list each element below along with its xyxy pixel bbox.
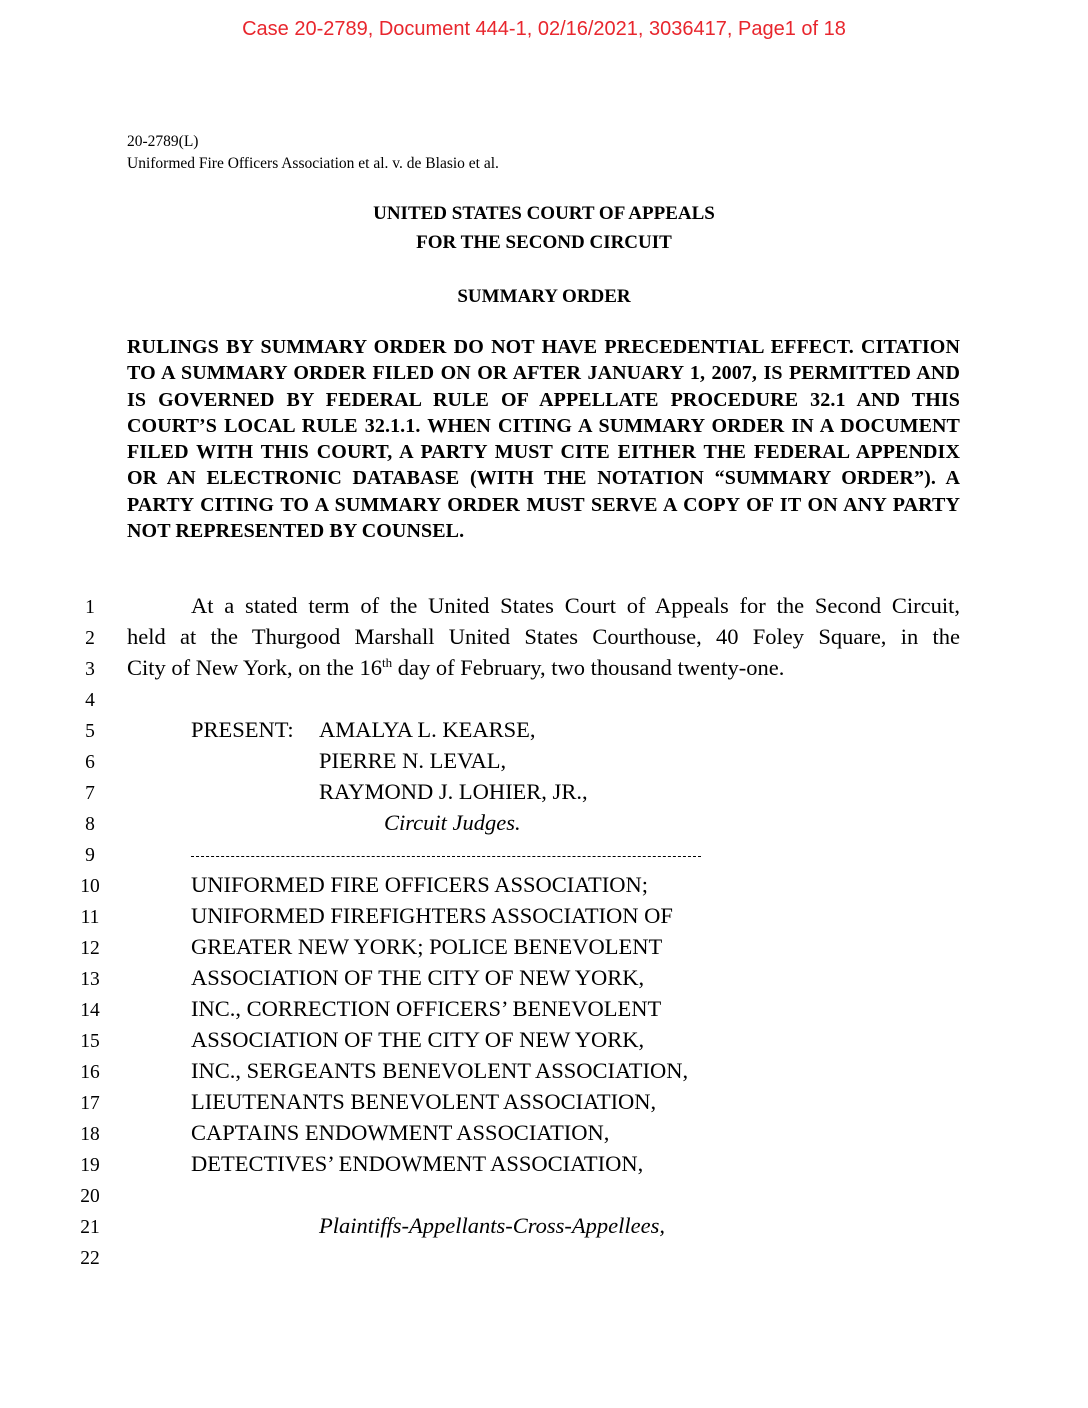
case-caption: Uniformed Fire Officers Association et al. v. de Blasio et al. — [127, 155, 499, 172]
line-number: 20 — [80, 1186, 100, 1207]
present-label: PRESENT: — [191, 717, 294, 742]
party-line: CAPTAINS ENDOWMENT ASSOCIATION, — [191, 1120, 610, 1145]
line-number: 17 — [80, 1093, 100, 1114]
line-number: 11 — [80, 907, 100, 928]
judges-title: Circuit Judges. — [384, 810, 521, 835]
line-number: 12 — [80, 938, 100, 959]
line-number: 7 — [85, 783, 95, 804]
party-line: INC., CORRECTION OFFICERS’ BENEVOLENT — [191, 996, 662, 1021]
line-number: 4 — [85, 690, 95, 711]
line-number: 13 — [80, 969, 100, 990]
party-line: DETECTIVES’ ENDOWMENT ASSOCIATION, — [191, 1151, 644, 1176]
line-number: 18 — [80, 1124, 100, 1145]
order-type-heading: SUMMARY ORDER — [457, 286, 631, 307]
intro-line-1: At a stated term of the United States Court of Appeals for the Second Circuit, — [191, 593, 960, 618]
party-line: GREATER NEW YORK; POLICE BENEVOLENT — [191, 934, 663, 959]
line-number: 10 — [80, 876, 100, 897]
line-number: 5 — [85, 721, 95, 742]
party-line: ASSOCIATION OF THE CITY OF NEW YORK, — [191, 1027, 645, 1052]
party-line: LIEUTENANTS BENEVOLENT ASSOCIATION, — [191, 1089, 657, 1114]
court-name: UNITED STATES COURT OF APPEALS — [373, 203, 715, 224]
line-number: 9 — [85, 845, 95, 866]
intro-line-3: City of New York, on the 16th day of February, two thousand twenty-one. — [127, 655, 785, 680]
line-number: 14 — [80, 1000, 100, 1021]
party-line: ASSOCIATION OF THE CITY OF NEW YORK, — [191, 965, 645, 990]
caption-divider — [191, 856, 701, 857]
line-number: 19 — [80, 1155, 100, 1176]
line-number: 22 — [80, 1248, 100, 1269]
judge-name: AMALYA L. KEARSE, — [319, 717, 536, 742]
party-line: UNIFORMED FIREFIGHTERS ASSOCIATION OF — [191, 903, 673, 928]
precedential-disclaimer: RULINGS BY SUMMARY ORDER DO NOT HAVE PRECEDENTIAL EFFECT. CITATION TO A SUMMARY ORDER FILED ON OR AFTER JANUARY 1, 2007, IS PERMITTED AND IS GOVERNED BY FEDERAL RULE OF APPELLATE PROCEDURE 32.1 AND THIS COURT’S LOCAL RULE 32.1.1. WHEN CITING A SUMMARY ORDER IN A DOCUMENT FILED WITH THIS COURT, A PARTY MUST CITE EITHER THE FEDERAL APPENDIX OR AN ELECTRONIC DATABASE (WITH THE NOTATION “SUMMARY ORDER”). A PARTY CITING TO A SUMMARY ORDER MUST SERVE A COPY OF IT ON ANY PARTY NOT REPRESENTED BY COUNSEL. — [127, 336, 960, 543]
docket-number: 20-2789(L) — [127, 133, 199, 150]
party-line: UNIFORMED FIRE OFFICERS ASSOCIATION; — [191, 872, 648, 897]
line-number: 21 — [80, 1217, 100, 1238]
party-role: Plaintiffs-Appellants-Cross-Appellees, — [319, 1213, 666, 1238]
court-circuit: FOR THE SECOND CIRCUIT — [416, 232, 672, 253]
intro-line-2: held at the Thurgood Marshall United States Courthouse, 40 Foley Square, in the — [127, 624, 960, 649]
judge-name: PIERRE N. LEVAL, — [319, 748, 507, 773]
line-number: 1 — [85, 597, 95, 618]
judge-name: RAYMOND J. LOHIER, JR., — [319, 779, 588, 804]
line-number: 15 — [80, 1031, 100, 1052]
line-number: 6 — [85, 752, 95, 773]
party-line: INC., SERGEANTS BENEVOLENT ASSOCIATION, — [191, 1058, 689, 1083]
docket-block — [127, 131, 499, 175]
line-number: 3 — [85, 659, 95, 680]
line-number: 8 — [85, 814, 95, 835]
line-number: 2 — [85, 628, 95, 649]
line-number: 16 — [80, 1062, 100, 1083]
filing-header-stamp: Case 20-2789, Document 444-1, 02/16/2021, 3036417, Page1 of 18 — [242, 18, 846, 40]
